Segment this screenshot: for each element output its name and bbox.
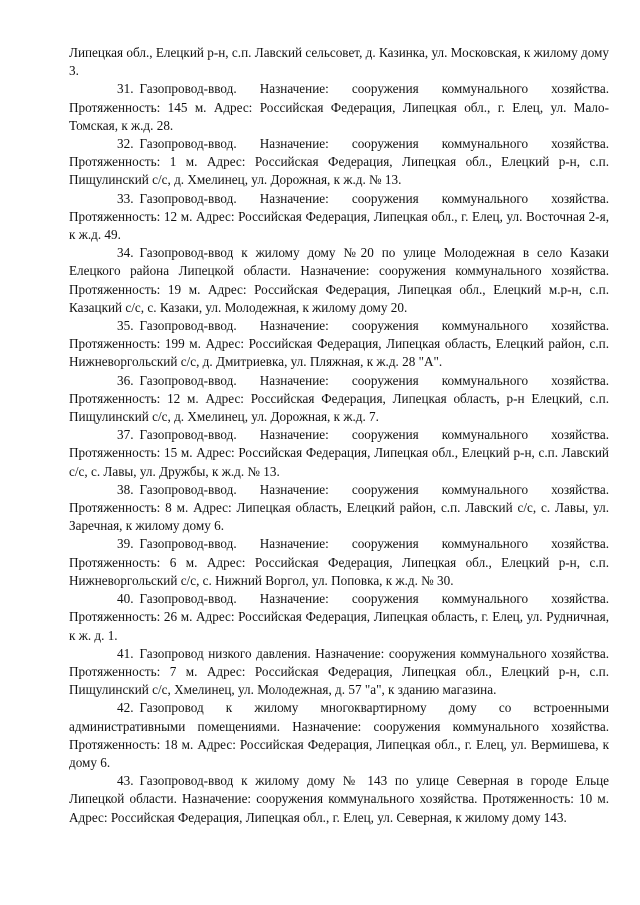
list-item-37 bbox=[69, 426, 609, 481]
item-text: Газопровод-ввод к жилому дому № 143 по улице Северная в городе Ельце Липецкой области. Назначение: сооружения коммунального хозяйства. Протяженность: 10 м. Адрес: Российская Федерация, Липецкая обл., г. Елец, ул. Северная, к жилому дому 143. bbox=[69, 773, 609, 825]
list-item-36 bbox=[69, 372, 609, 427]
document-page bbox=[69, 44, 609, 827]
list-item-38 bbox=[69, 481, 609, 536]
item-number: 38. bbox=[117, 481, 134, 497]
item-text: Газопровод-ввод. Назначение: сооружения коммунального хозяйства. Протяженность: 145 м. Адрес: Российская Федерация, Липецкая обл., г. Елец, ул. Мало-Томская, к ж.д. 28. bbox=[69, 81, 609, 133]
item-text: Газопровод-ввод. Назначение: сооружения коммунального хозяйства. Протяженность: 199 м. Адрес: Российская Федерация, Липецкая область, Елецкий район, с.п. Нижневоргольский с/с, д. Дмитриевка, ул. Пляжная, к ж.д. 28 "А". bbox=[69, 318, 609, 370]
item-text: Газопровод-ввод. Назначение: сооружения коммунального хозяйства. Протяженность: 1 м. Адрес: Российская Федерация, Липецкая обл., Елецкий р-н, с.п. Пищулинский с/с, д. Хмелинец, ул. Дорожная, к ж.д. № 13. bbox=[69, 136, 609, 188]
item-text: Газопровод-ввод. Назначение: сооружения коммунального хозяйства. Протяженность: 12 м. Адрес: Российская Федерация, Липецкая обл., г. Елец, ул. Восточная 2-я, к ж.д. 49. bbox=[69, 190, 609, 243]
list-item-40 bbox=[69, 590, 609, 645]
item-text: Газопровод-ввод. Назначение: сооружения коммунального хозяйства. Протяженность: 15 м. Адрес: Российская Федерация, Липецкая обл., Елецкий р-н, с.п. Лавский с/с, с. Лавы, ул. Дружбы, к ж.д. № 13. bbox=[69, 427, 609, 479]
item-text: Газопровод-ввод. Назначение: сооружения коммунального хозяйства. Протяженность: 26 м. Адрес: Российская Федерация, Липецкая область, г. Елец, ул. Рудничная, к ж. д. 1. bbox=[69, 591, 609, 643]
item-number: 35. bbox=[117, 318, 134, 334]
list-item-32 bbox=[69, 135, 609, 190]
continuation-paragraph: Липецкая обл., Елецкий р-н, с.п. Лавский сельсовет, д. Казинка, ул. Московская, к жилому дому 3. bbox=[69, 45, 609, 79]
item-text: Газопровод-ввод. Назначение: сооружения коммунального хозяйства. Протяженность: 12 м. Адрес: Российская Федерация, Липецкая область, р-н Елецкий, с.п. Пищулинский с/с, д. Хмелинец, ул. Дорожная, к ж.д. 7. bbox=[69, 372, 609, 425]
item-number: 34. bbox=[117, 245, 134, 261]
list-item-33 bbox=[69, 190, 609, 245]
item-number: 42. bbox=[117, 700, 134, 716]
item-number: 39. bbox=[117, 536, 134, 552]
item-number: 33. bbox=[117, 190, 134, 206]
list-item-43 bbox=[69, 772, 609, 827]
item-number: 41. bbox=[117, 645, 134, 661]
item-text: Газопровод-ввод к жилому дому №20 по улице Молодежная в село Казаки Елецкого района Липецкой области. Назначение: сооружения коммунального хозяйства. Протяженность: 19 м. Адрес: Российская Федерация, Липецкая обл., Елецкий м.р-н, с.п. Казацкий с/с, с. Казаки, ул. Молодежная, к жилому дому 20. bbox=[69, 245, 609, 315]
item-number: 31. bbox=[117, 81, 134, 97]
list-item-42 bbox=[69, 699, 609, 772]
item-number: 37. bbox=[117, 427, 134, 443]
item-number: 36. bbox=[117, 372, 134, 388]
list-item-34 bbox=[69, 244, 609, 317]
item-text: Газопровод-ввод. Назначение: сооружения коммунального хозяйства. Протяженность: 6 м. Адрес: Российская Федерация, Липецкая обл., Елецкий р-н, с.п. Нижневоргольский с/с, с. Нижний Воргол, ул. Поповка, к ж.д. № 30. bbox=[69, 536, 609, 588]
item-number: 40. bbox=[117, 591, 134, 607]
list-item-39 bbox=[69, 535, 609, 590]
item-text: Газопровод-ввод. Назначение: сооружения коммунального хозяйства. Протяженность: 8 м. Адрес: Липецкая область, Елецкий район, с.п. Лавский с/с, с. Лавы, ул. Заречная, к жилому дому 6. bbox=[69, 481, 609, 534]
item-number: 43. bbox=[117, 773, 134, 789]
list-item-31 bbox=[69, 80, 609, 135]
list-item-35 bbox=[69, 317, 609, 372]
item-number: 32. bbox=[117, 136, 134, 152]
item-text: Газопровод низкого давления. Назначение: сооружения коммунального хозяйства. Протяженность: 7 м. Адрес: Российская Федерация, Липецкая обл., Елецкий р-н, с.п. Пищулинский с/с, Хмелинец, ул. Молодежная, д. 57 "а", к зданию магазина. bbox=[69, 645, 609, 698]
list-item-41 bbox=[69, 645, 609, 700]
item-text: Газопровод к жилому многоквартирному дому со встроенными административными помещениями. Назначение: сооружения коммунального хозяйства. Протяженность: 18 м. Адрес: Российская Федерация, Липецкая обл., г. Елец, ул. Вермишева, к дому 6. bbox=[69, 700, 609, 770]
